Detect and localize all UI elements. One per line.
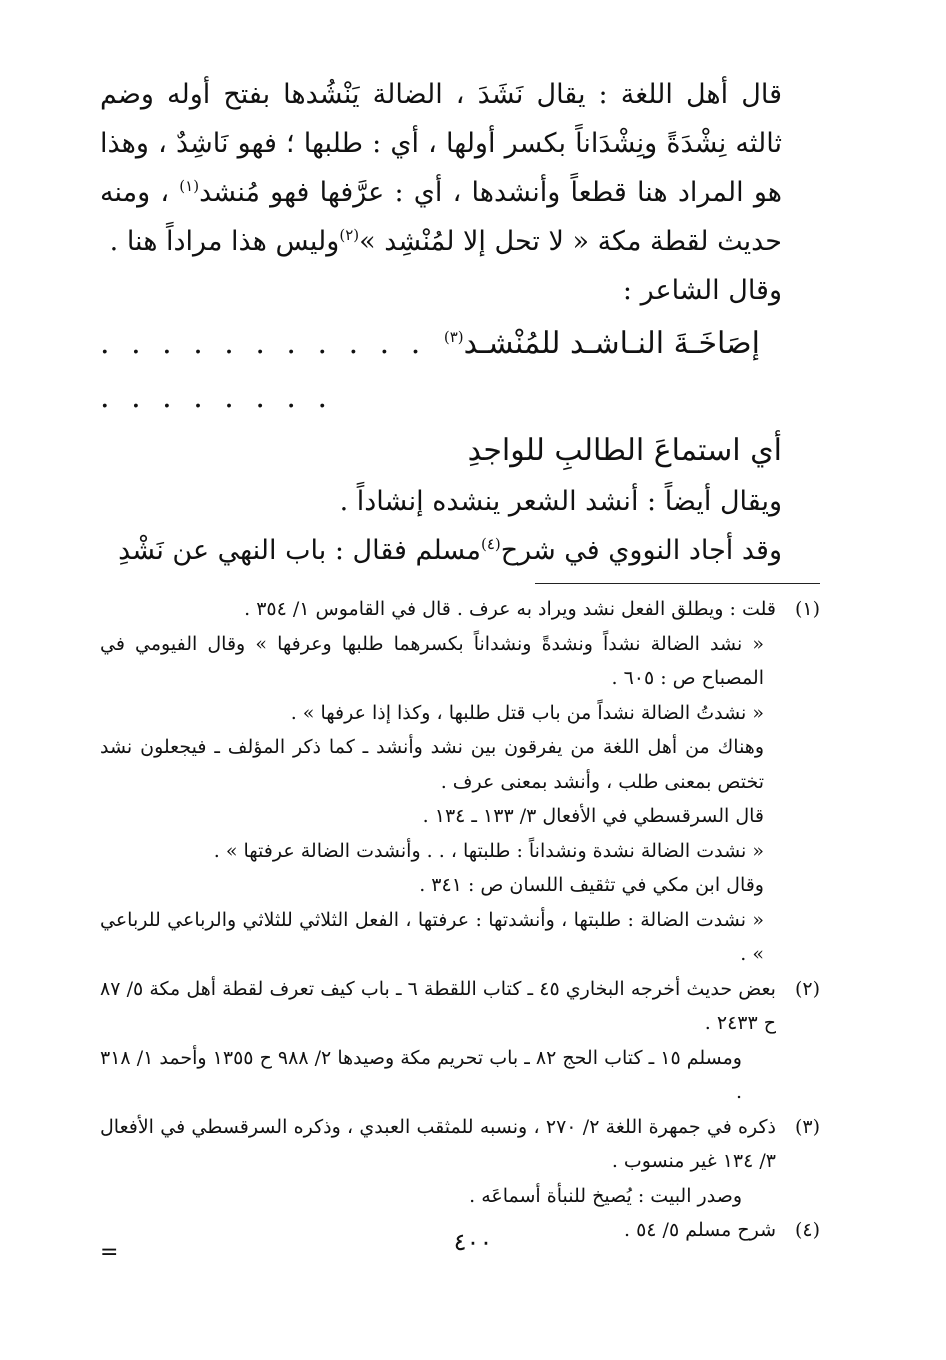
paragraph-2: ويقال أيضاً : أنشد الشعر ينشده إنشاداً . [339, 486, 782, 517]
footnote-number: (١) [794, 598, 820, 620]
verse-hemistich-first: إصَاخَـةَ النـاشـد للمُنْشـد$^{(٣)}$ [443, 326, 760, 361]
footnote-3 [100, 1110, 820, 1214]
verse-explanation: أي استماعَ الطالبِ للواجدِ [467, 433, 782, 468]
footnote-2 [100, 972, 820, 1110]
footnote-ref-1[interactable]: (١) [179, 177, 200, 195]
footnote-ref-3[interactable]: (٣) [443, 328, 464, 346]
footnote-number: (٢) [794, 977, 820, 1000]
footnote-ref-2[interactable]: (٢) [339, 226, 360, 244]
poet-intro: وقال الشاعر : [622, 275, 782, 306]
paragraph-1: قال أهل اللغة : يقال نَشَدَ ، الضالة يَنْشُدها بفتح أوله وضم ثالثه نِشْدَةً ونِشْدَاناً بكسر أولها ، أي : طلبها ؛ فهو نَاشِدٌ ، وهذا هو المراد هنا قطعاً وأنشدها ، أي : عرَّفها فهو مُنشد$^{(١)}$ ، ومنه حديث لقطة مكة « لا تحل إلا لمُنْشِد »$^{(٢)}$وليس هذا مراداً هنا . [100, 79, 783, 257]
page-body [100, 70, 820, 1265]
verse [100, 317, 820, 425]
footnote-number: (٤) [794, 1219, 820, 1241]
footnote-body: شرح مسلم ٥/ ٥٤ . [624, 1219, 776, 1241]
continuation-mark: = [100, 1240, 119, 1265]
page-number: ٤٠٠ [453, 1228, 493, 1256]
footnote-ref-4[interactable]: (٤) [480, 535, 501, 553]
footnote-separator [535, 583, 820, 584]
footnotes [100, 592, 820, 1248]
footnote-1 [100, 592, 820, 972]
verse-dots: . . . . . . . . . . . . . . . . . . . [100, 326, 427, 415]
footnote-body: قلت : ويطلق الفعل نشد ويراد به عرف . قال في القاموس ١/ ٣٥٤ . « نشد الضالة نشداً ونشدةً ونشداناً بكسرهما طلبها وعرفها » وقال الفيومي في المصباح ص : ٦٠٥ . « نشدتُ الضالة نشداً من باب قتل طلبها ، وكذا إذا عرفها » . وهناك من أهل اللغة من يفرقون بين نشد وأنشد ـ كما ذكر المؤلف ـ فيجعلون نشد تختص بمعنى طلب ، وأنشد بمعنى عرف . قال السرقسطي في الأفعال ٣/ ١٣٣ ـ ١٣٤ . « نشدت الضالة نشدة ونشداناً : طلبتها ، . . وأنشدت الضالة عرفتها » . وقال ابن مكي في تثقيف اللسان ص : ٣٤١ . « نشدت الضالة : طلبتها ، وأنشدتها : عرفتها ، الفعل الثلاثي للثلاثي والرباعي للرباعي » . [100, 598, 776, 965]
footnote-number: (٣) [794, 1115, 820, 1138]
main-text [100, 70, 820, 315]
footnote-body: ذكره في جمهرة اللغة ٢/ ٢٧٠ ، ونسبه للمثقب العبدي ، وذكره السرقسطي في الأفعال ٣/ ١٣٤ غير منسوب . وصدر البيت : يُصيخ للنبأة أسماعَه . [100, 1115, 776, 1207]
footnote-body: بعض حديث أخرجه البخاري ٤٥ ـ كتاب اللقطة ٦ ـ باب كيف تعرف لقطة أهل مكة ٥/ ٨٧ ح ٢٤٣٣ . ومسلم ١٥ ـ كتاب الحج ٨٢ ـ باب تحريم مكة وصيدها ٢/ ٩٨٨ ح ١٣٥٥ وأحمد ١/ ٣١٨ . [100, 977, 776, 1103]
main-text-continued [100, 477, 820, 575]
paragraph-3: وقد أجاد النووي في شرح$^{(٤)}$مسلم فقال : باب النهي عن نَشْدِ [118, 535, 782, 566]
